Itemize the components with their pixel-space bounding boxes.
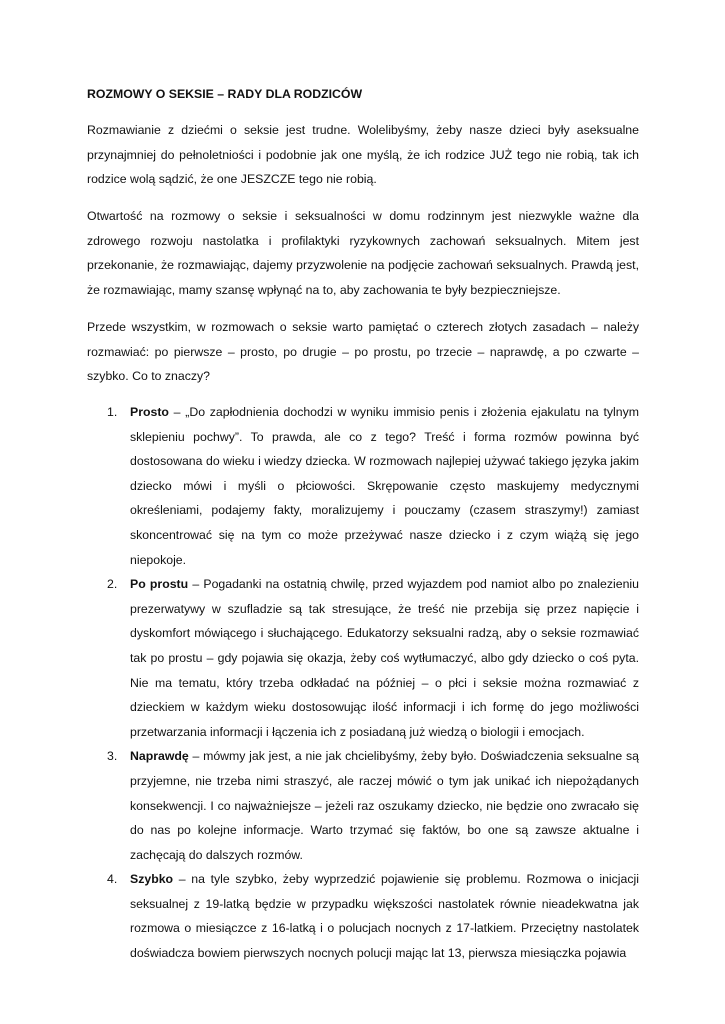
paragraph-intro: Rozmawianie z dziećmi o seksie jest trudne. Wolelibyśmy, żeby nasze dzieci były aseksualne przynajmniej do pełnoletniości i podobnie jak one myślą, że ich rodzice JUŻ tego nie robią, tak ich rodzice wolą sądzić, że one JESZCZE tego nie robią. [87,123,639,187]
list-item-text: – „Do zapłodnienia dochodzi w wyniku immisio penis i złożenia ejakulatu na tylnym sklepieniu pochwy”. To prawda, ale co z tego? Treść i forma rozmów powinna być dostosowana do wieku i wiedzy dziecka. W rozmowach najlepiej używać takiego języka jakim dziecko mówi i myśli o płciowości. Skrępowanie często maskujemy medycznymi określeniami, podajemy fakty, moralizujemy i pouczamy (czasem straszymy!) zamiast skoncentrować się na tym co może przeżywać nasze dziecko i z czym wiążą się jego niepokoje. [130,405,639,567]
list-item-text: – mówmy jak jest, a nie jak chcielibyśmy, żeby było. Doświadczenia seksualne są przyjemne, nie trzeba nimi straszyć, ale raczej mówić o tym jak unikać ich niepożądanych konsekwencji. I co najważniejsze – jeżeli raz oszukamy dziecko, nie będzie ono zwracało się do nas po kolejne informacje. Warto trzymać się faktów, bo one są zawsze aktualne i zachęcają do dalszych rozmów. [130,749,639,862]
rules-list [87,400,639,966]
list-item-text: – na tyle szybko, żeby wyprzedzić pojawienie się problemu. Rozmowa o inicjacji seksualnej z 19-latką będzie w przypadku większości nastolatek równie nieadekwatna jak rozmowa o miesiączce z 16-latką i o polucjach nocnych z 17-latkiem. Przeciętny nastolatek doświadcza bowiem pierwszych nocnych polucji mając lat 13, pierwsza miesiączka pojawia [130,872,639,961]
paragraph-golden-rules: Przede wszystkim, w rozmowach o seksie warto pamiętać o czterech złotych zasadach – należy rozmawiać: po pierwsze – prosto, po drugie – po prostu, po trzecie – naprawdę, a po czwarte – szybko. Co to znaczy? [87,320,639,384]
document-title: ROZMOWY O SEKSIE – RADY DLA RODZICÓW [87,87,363,101]
list-item-number: 4. [107,872,118,887]
list-item-number: 1. [107,405,118,419]
list-item [87,744,639,867]
list-item [87,572,639,744]
list-item [87,400,639,572]
list-item-term: Po prostu [130,577,189,592]
list-item [87,867,639,965]
paragraph-openness: Otwartość na rozmowy o seksie i seksualności w domu rodzinnym jest niezwykle ważne dla zdrowego rozwoju nastolatka i profilaktyki ryzykownych zachowań seksualnych. Mitem jest przekonanie, że rozmawiając, dajemy przyzwolenie na podjęcie zachowań seksualnych. Prawdą jest, że rozmawiając, mamy szansę wpłynąć na to, aby zachowania te były bezpieczniejsze. [87,209,639,297]
list-item-term: Naprawdę [130,749,189,764]
list-item-number: 3. [107,749,118,764]
list-item-term: Szybko [130,872,174,887]
list-item-text: – Pogadanki na ostatnią chwilę, przed wyjazdem pod namiot albo po znalezieniu prezerwatywy w szufladzie są tak stresujące, że treść nie przebija się przez napięcie i dyskomfort mówiącego i słuchającego. Edukatorzy seksualni radzą, aby o seksie rozmawiać tak po prostu – gdy pojawia się okazja, żeby coś wytłumaczyć, albo gdy dziecko o coś pyta. Nie ma tematu, który trzeba odkładać na później – o płci i seksie można rozmawiać z dzieckiem w każdym wieku dostosowując ilość informacji i ich formę do jego możliwości przetwarzania informacji i łączenia ich z posiadaną już wiedzą o biologii i emocjach. [130,577,639,739]
list-item-term: Prosto [130,405,169,419]
list-item-number: 2. [107,577,118,592]
